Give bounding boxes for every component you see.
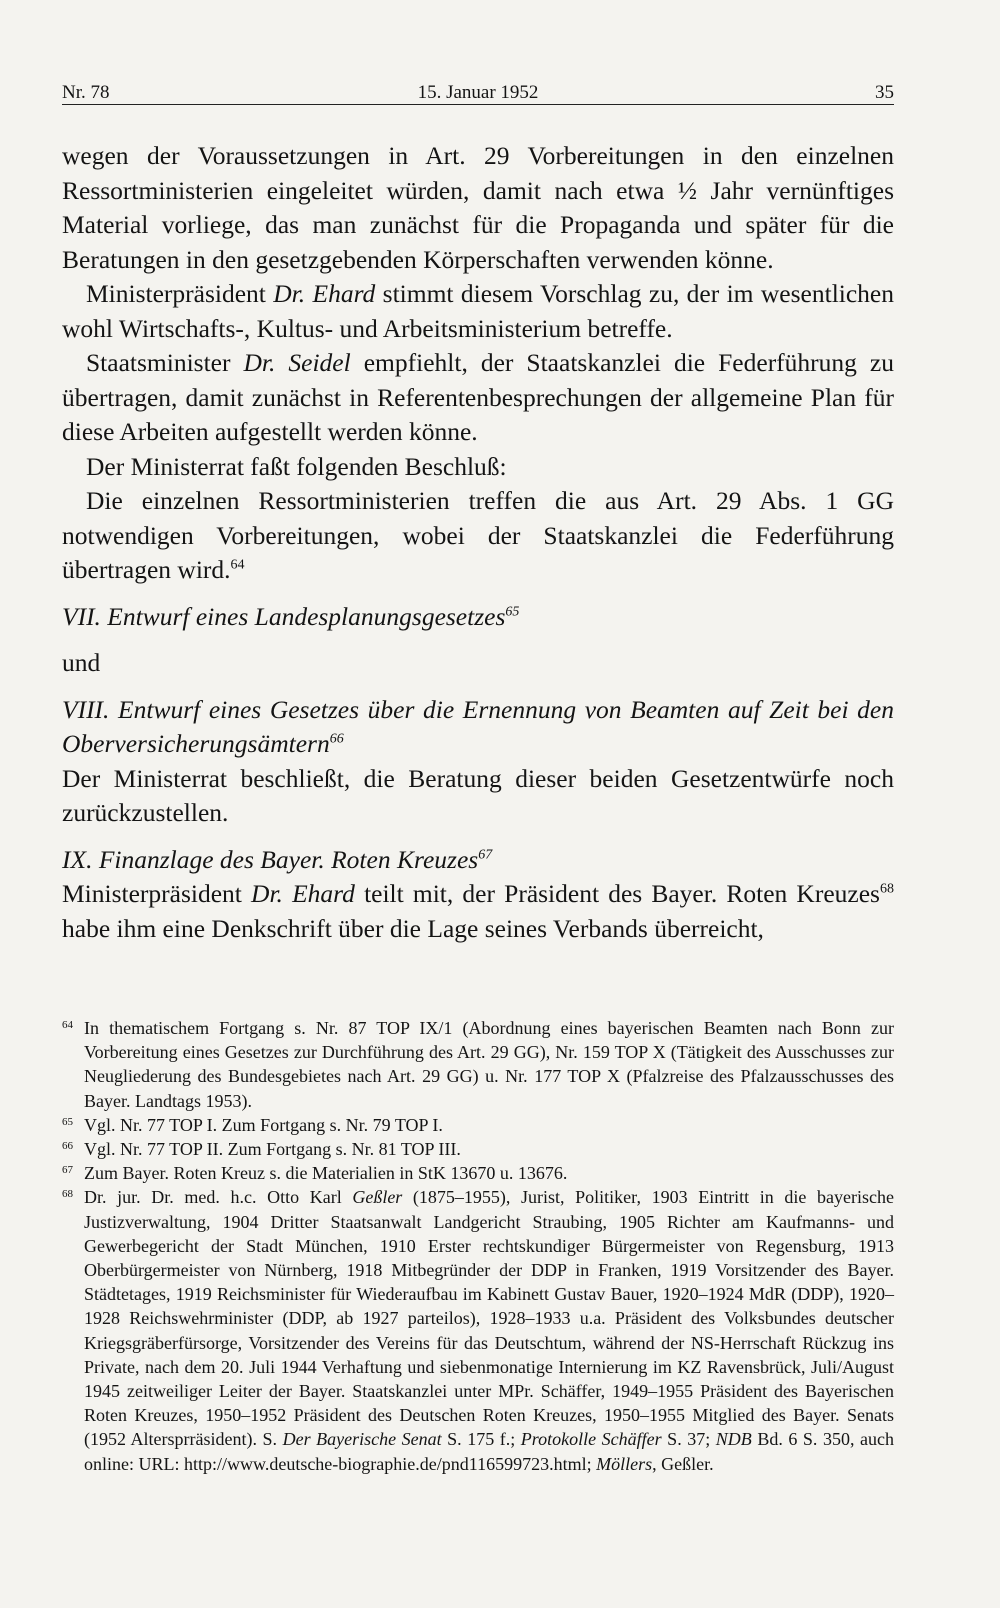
paragraph-postponement [62,762,894,831]
paragraph-resolution-intro [62,450,894,485]
text-run: stimmt diesem Vorschlag zu, der im wesentlichen wohl Wirtschafts-, Kultus- und Arbeitsministerium betreffe. [62,279,894,343]
footnote-64 [62,1016,894,1113]
paragraph-text: Der Ministerrat beschließt, die Beratung dieser beiden Gesetzentwürfe noch zurückzustellen. [62,763,894,827]
text-run: Staatsminister [86,348,244,377]
paragraph-resolution [62,484,894,588]
agenda-heading-viii [62,693,894,762]
header-date: 15. Januar 1952 [417,82,539,103]
paragraph-text: Die einzelnen Ressortministerien treffen die aus Art. 29 Abs. 1 GG notwendigen Vorbereitungen, wobei der Staatskanzlei die Federführung übertragen wird. [62,486,894,584]
citation-title: Protokolle Schäffer [520,1429,662,1450]
paragraph-ehard-agrees [62,277,894,346]
running-header [62,70,894,105]
person-name: Dr. Ehard [251,879,355,908]
heading-text: IX. Finanzlage des Bayer. Roten Kreuzes [62,844,479,874]
text-run: empfiehlt, der Staatskanzlei die Federführung zu übertragen, damit zunächst in Referentenbesprechungen der allgemeine Plan für diese Arbeiten aufgestellt werden könne. [62,348,895,446]
footnote-marker[interactable]: 64 [230,557,245,573]
connector-text [62,646,894,681]
text-run: teilt mit, der Präsident des Bayer. Roten Kreuzes [354,879,880,908]
footnote-68 [62,1185,894,1475]
footnote-65 [62,1113,894,1137]
footnote-marker[interactable]: 68 [879,881,894,897]
document-page [62,70,894,1476]
paragraph-text: wegen der Voraussetzungen in Art. 29 Vorbereitungen in den einzelnen Ressortministerien eingeleitet würden, damit nach etwa ½ Jahr vernünftiges Material vorliege, das man zunächst für die Propaganda und später für die Beratungen in den gesetzgebenden Körperschaften verwenden könne. [62,141,894,274]
agenda-heading-ix [62,843,894,878]
person-name: Geßler [352,1187,403,1208]
footnote-marker[interactable]: 66 [329,731,344,747]
footnote-number: 66 [62,1140,73,1153]
heading-text: VII. Entwurf eines Landesplanungsgesetzes [62,601,506,631]
text-run: Ministerpräsident [62,879,252,908]
agenda-heading-vii [62,600,894,635]
citation-title: NDB [715,1429,752,1450]
document-number: Nr. 78 [62,82,110,103]
text-run: Ministerpräsident [86,279,274,308]
footnote-number: 65 [62,1115,73,1128]
footnote-66 [62,1137,894,1161]
main-text [62,139,894,946]
paragraph-text: Der Ministerrat faßt folgenden Beschluß: [86,451,507,481]
paragraph-continuation [62,139,894,277]
footnote-number: 68 [62,1188,73,1201]
footnote-67 [62,1161,894,1185]
footnote-text: Vgl. Nr. 77 TOP I. Zum Fortgang s. Nr. 79 TOP I. [84,1114,443,1135]
footnote-text: Bd. 6 S. 350, auch online: URL: http://www.deutsche-biographie.de/pnd116599723.html; [84,1429,894,1474]
heading-text: VIII. Entwurf eines Gesetzes über die Ernennung von Beamten auf Zeit bei den Oberversicherungsämtern [62,694,894,758]
footnote-text: S. 37; [661,1429,716,1450]
footnotes-section [62,1016,894,1476]
text-run: habe ihm eine Denkschrift über die Lage seines Verbands überreicht, [62,913,764,943]
footnote-marker[interactable]: 67 [478,847,493,862]
footnote-text: Dr. jur. Dr. med. h.c. Otto Karl [84,1187,353,1208]
person-name: Dr. Ehard [273,279,376,308]
footnote-number: 67 [62,1164,73,1177]
paragraph-text: und [62,648,101,677]
page-number: 35 [875,82,894,103]
footnote-marker[interactable]: 65 [505,604,520,619]
footnote-text: S. 175 f.; [441,1429,521,1450]
footnote-text: , Geßler. [652,1453,714,1474]
footnote-text: Vgl. Nr. 77 TOP II. Zum Fortgang s. Nr. 81 TOP III. [84,1139,461,1160]
footnote-number: 64 [62,1019,73,1031]
footnote-text: (1875–1955), Jurist, Politiker, 1903 Eintritt in die bayerische Justizverwaltung, 1904 Dritter Staatsanwalt Landgericht Straubing, 1905 Richter am Kaufmanns- und Gewerbegericht der Stadt München, 1910 Erster rechtskundiger Bürgermeister von Regensburg, 1913 Oberbürgermeister von Nürnberg, 1918 Mitbegründer der DDP in Franken, 1919 Vorsitzender des Bayer. Städtetages, 1919 Reichsminister für Wiederaufbau im Kabinett Gustav Bauer, 1920–1924 MdR (DDP), 1920–1928 Reichswehrminister (DDP, ab 1927 parteilos), 1928–1933 u.a. Präsident des Volksbundes deutscher Kriegsgräberfürsorge, Vorsitzender des Vereins für das Deutschtum, während der NS-Herrschaft Rückzug ins Private, nach dem 20. Juli 1944 Verhaftung und siebenmonatige Internierung im KZ Ravensbrück, Juli/August 1945 zeitweiliger Leiter der Bayer. Staatskanzlei unter MPr. Schäffer, 1949–1955 Präsident des Bayerischen Roten Kreuzes, 1950–1952 Präsident des Deutschen Roten Kreuzes, 1950–1955 Mitglied des Bayer. Senats (1952 Altersprräsident). S. [84,1187,895,1450]
footnote-text: In thematischem Fortgang s. Nr. 87 TOP IX/1 (Abordnung eines bayerischen Beamten nach Bonn zur Vorbereitung eines Gesetzes zur Durchführung des Art. 29 GG), Nr. 159 TOP X (Tätigkeit des Ausschusses zur Neugliederung des Bundesgebietes nach Art. 29 GG) u. Nr. 177 TOP X (Pfalzreise des Pfalzausschusses des Bayer. Landtags 1953). [84,1018,894,1111]
paragraph-seidel-recommends [62,346,894,450]
footnote-text: Zum Bayer. Roten Kreuz s. die Materialien in StK 13670 u. 13676. [84,1163,568,1184]
citation-title: Der Bayerische Senat [282,1429,442,1450]
person-name: Dr. Seidel [243,348,351,377]
paragraph-red-cross [62,877,894,946]
citation-title: Möllers [596,1453,653,1474]
